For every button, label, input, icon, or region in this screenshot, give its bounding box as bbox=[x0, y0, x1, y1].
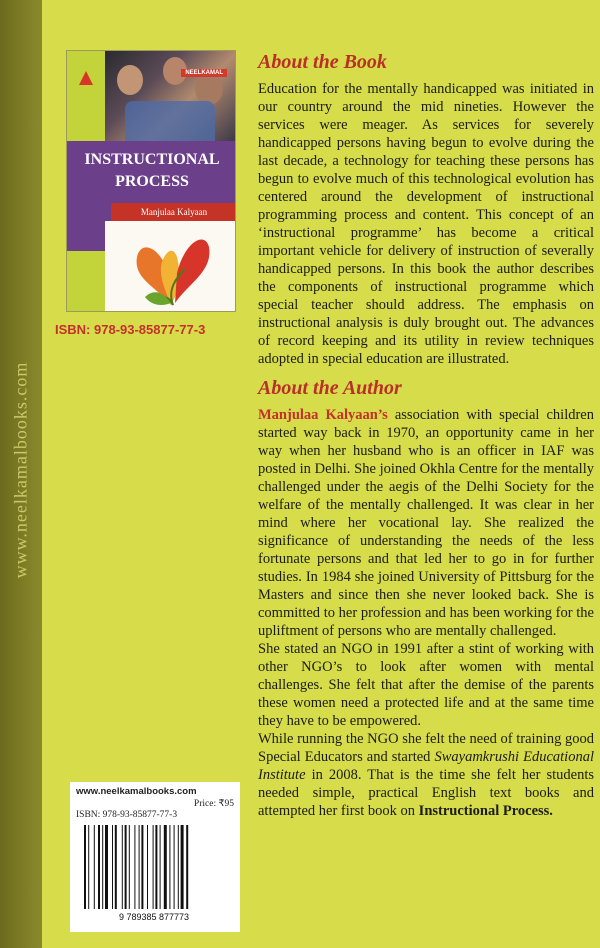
cover-title-line2: PROCESS bbox=[115, 173, 189, 190]
author-paragraph-3-b: in 2008. That is the time she felt her students needed simple, practical English text books and attempted her first book on bbox=[258, 767, 594, 819]
cover-title-line1: INSTRUCTIONAL bbox=[84, 151, 220, 168]
author-paragraph-2: She stated an NGO in 1991 after a stint of working with other NGO’s to look after women with mental challenges. She felt that after the demise of the parents these women need a protected life and at the same time they have to be empowered. bbox=[258, 641, 594, 729]
author-paragraph-1 bbox=[258, 406, 594, 640]
institute-name: Swayamkrushi Educational Institute bbox=[258, 749, 594, 783]
barcode-box bbox=[70, 782, 240, 932]
about-author-heading: About the Author bbox=[258, 377, 402, 399]
cover-title bbox=[67, 149, 236, 193]
author-paragraph-3 bbox=[258, 730, 594, 820]
spine-website: www.neelkamalbooks.com bbox=[10, 361, 31, 579]
barcode-isbn: ISBN: 978-93-85877-77-3 bbox=[76, 810, 178, 820]
book-spine bbox=[0, 0, 42, 948]
author-paragraph-3-a: While running the NGO she felt the need of training good Special Educators and started bbox=[258, 731, 594, 765]
barcode-digits: 9 789385 877773 bbox=[118, 912, 190, 922]
about-book-text: Education for the mentally handicapped was initiated in our country around the mid nineties. However the services were meager. As services for severely handicapped persons having begun to evolve during the last decade, a technology for teaching these persons has begun to evolve much of this technological evolution has centered around the development of instructional programming process and content. This concept of an ‘instructional programme’ has become a critical important vehicle for delivery of instruction of severally handicapped persons. In this book the author describes the components of instructional programme which special teacher should address. The emphasis on instructional analysis is duly brought out. The advances of record keeping and its utility in review techniques adopted in special education are illustrated. bbox=[258, 81, 594, 367]
barcode-price: Price: ₹95 bbox=[193, 799, 234, 809]
author-paragraph-1-text: association with special children started way back in 1970, an opportunity came in her way when her husband who is an officer in IAF was posted in Delhi. She joined Okhla Centre for the mentally challenged under the aegis of the Delhi Society for the welfare of the mentally challenged. It was clear in her mind where her vocational lay. She realized the significance of understanding the needs of the less fortunate persons and that led her to go in for further studies. In 1984 she joined University of Pittsburg for the Masters and since then she never looked back. She is committed to her profession and has been working for the upliftment of persons who are mentally challenged. bbox=[258, 407, 594, 639]
isbn-label: ISBN: 978-93-85877-77-3 bbox=[55, 322, 206, 337]
barcode-icon bbox=[76, 823, 232, 923]
book-title-mention: Instructional Process. bbox=[418, 803, 553, 819]
back-cover-content bbox=[258, 50, 594, 820]
author-name: Manjulaa Kalyaan’s bbox=[258, 407, 388, 423]
about-book-heading: About the Book bbox=[258, 51, 387, 73]
butterfly-icon bbox=[127, 227, 219, 309]
cover-photo bbox=[105, 51, 236, 141]
cover-publisher-badge: NEELKAMAL bbox=[181, 69, 227, 77]
cover-author: Manjulaa Kalyaan bbox=[140, 207, 208, 217]
barcode-website: www.neelkamalbooks.com bbox=[76, 786, 197, 797]
front-cover-thumbnail bbox=[66, 50, 236, 312]
